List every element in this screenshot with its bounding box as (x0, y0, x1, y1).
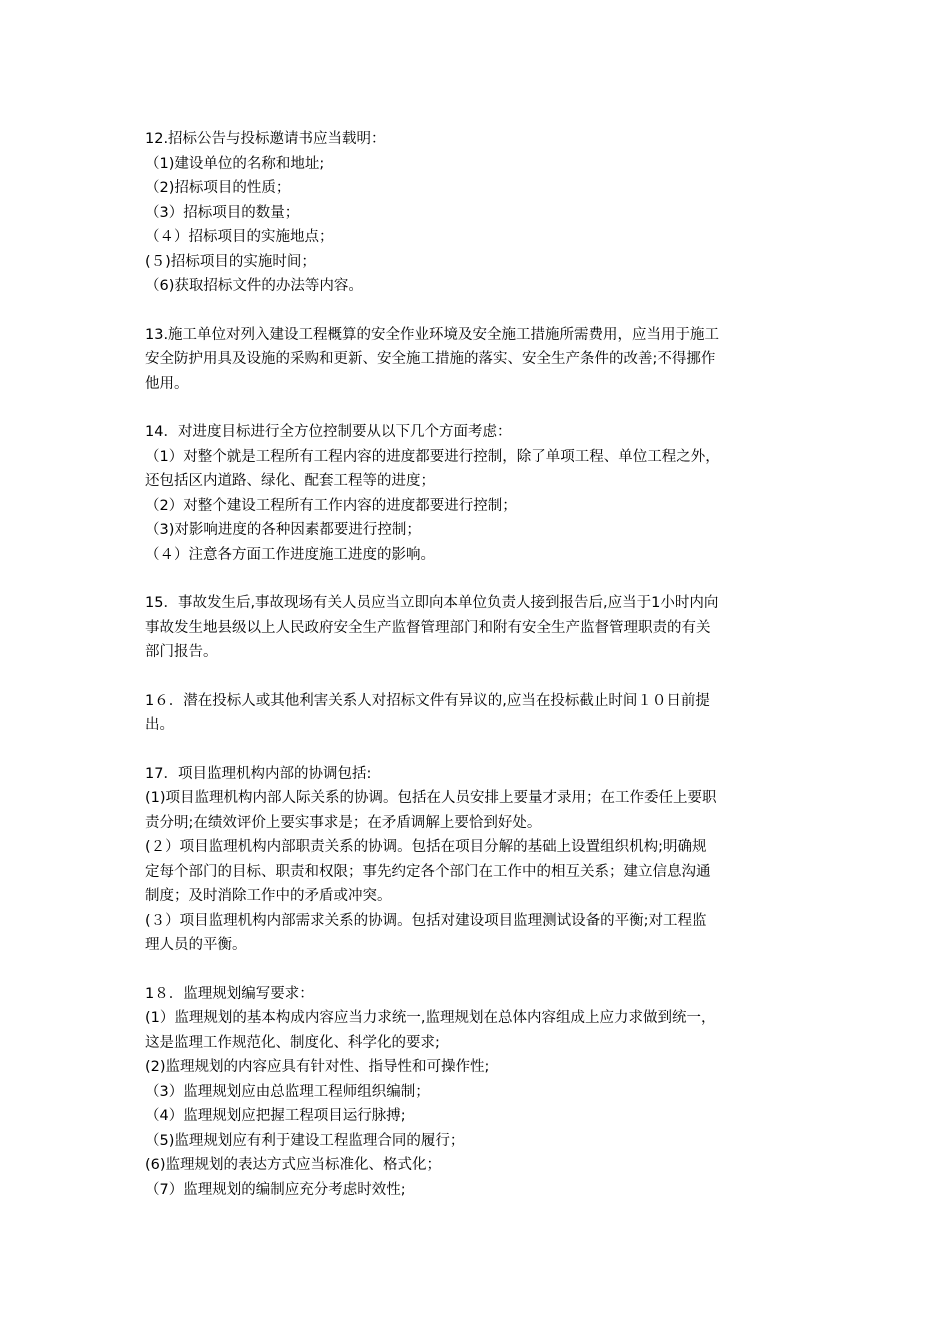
list-item: (1)项目监理机构内部人际关系的协调。包括在人员安排上要量才录用；在工作委任上要职 (145, 790, 717, 806)
section-18-supervision-plan (145, 982, 815, 1203)
paragraph-line: 出。 (145, 717, 174, 733)
list-item: 责分明;在绩效评价上要实事求是；在矛盾调解上要恰到好处。 (145, 814, 542, 831)
list-item: （3）监理规划应由总监理工程师组织编制； (145, 1083, 430, 1100)
list-item: （4）监理规划应把握工程项目运行脉搏; (145, 1108, 406, 1124)
section-heading: 17．项目监理机构内部的协调包括: (145, 765, 372, 782)
list-item: （3)对影响进度的各种因素都要进行控制； (145, 522, 421, 538)
list-item: （1)建设单位的名称和地址; (145, 155, 325, 172)
list-item: （6)获取招标文件的办法等内容。 (145, 278, 363, 294)
list-item: (３）项目监理机构内部需求关系的协调。包括对建设项目监理测试设备的平衡;对工程监 (145, 912, 707, 929)
paragraph-line: 安全防护用具及设施的采购和更新、安全施工措施的落实、安全生产条件的改善;不得挪作 (145, 351, 716, 367)
section-heading: 1８．监理规划编写要求： (145, 985, 314, 1002)
paragraph-line: 13.施工单位对列入建设工程概算的安全作业环境及安全施工措施所需费用，应当用于施工 (145, 326, 720, 343)
list-item: (２）项目监理机构内部职责关系的协调。包括在项目分解的基础上设置组织机构;明确规 (145, 839, 707, 855)
list-item: 理人员的平衡。 (145, 937, 247, 953)
list-item: (５)招标项目的实施时间； (145, 253, 316, 270)
list-item: 制度；及时消除工作中的矛盾或冲突。 (145, 888, 392, 904)
paragraph-line: 他用。 (145, 375, 189, 392)
list-item: 这是监理工作规范化、制度化、科学化的要求; (145, 1034, 440, 1051)
section-14-progress-control (145, 420, 815, 567)
list-item: （４）注意各方面工作进度施工进度的影响。 (145, 546, 435, 563)
section-heading: 14．对进度目标进行全方位控制要从以下几个方面考虑： (145, 424, 512, 440)
list-item: (6)监理规划的表达方式应当标准化、格式化； (145, 1157, 442, 1173)
list-item: （5)监理规划应有利于建设工程监理合同的履行； (145, 1132, 465, 1149)
section-12-bidding-notice (145, 127, 815, 299)
list-item: （7）监理规划的编制应充分考虑时效性; (145, 1181, 406, 1198)
document-body (145, 127, 815, 1226)
list-item: 定每个部门的目标、职责和权限；事先约定各个部门在工作中的相互关系；建立信息沟通 (145, 863, 711, 880)
paragraph-line: 部门报告。 (145, 644, 218, 660)
section-15-accident-report (145, 591, 815, 665)
paragraph-line: 事故发生地县级以上人民政府安全生产监督管理部门和附有安全生产监督管理职责的有关 (145, 619, 711, 636)
list-item: （1）对整个就是工程所有工程内容的进度都要进行控制，除了单项工程、单位工程之外， (145, 448, 720, 465)
list-item: （2)招标项目的性质； (145, 180, 291, 196)
list-item: (1）监理规划的基本构成内容应当力求统一,监理规划在总体内容组成上应力求做到统一， (145, 1010, 716, 1026)
section-17-internal-coordination (145, 762, 815, 958)
list-item: （４）招标项目的实施地点； (145, 229, 334, 245)
section-13-safety-costs (145, 323, 815, 397)
paragraph-line: 15．事故发生后,事故现场有关人员应当立即向本单位负责人接到报告后,应当于1小时内向 (145, 595, 719, 611)
list-item: 还包括区内道路、绿化、配套工程等的进度； (145, 473, 435, 489)
section-16-bid-objection (145, 689, 815, 738)
list-item: （2）对整个建设工程所有工作内容的进度都要进行控制； (145, 497, 517, 514)
list-item: (2)监理规划的内容应具有针对性、指导性和可操作性; (145, 1059, 490, 1075)
paragraph-line: 1６．潜在投标人或其他利害关系人对招标文件有异议的,应当在投标截止时间１０日前提 (145, 692, 710, 709)
list-item: （3）招标项目的数量； (145, 204, 300, 221)
section-heading: 12.招标公告与投标邀请书应当载明： (145, 131, 386, 147)
